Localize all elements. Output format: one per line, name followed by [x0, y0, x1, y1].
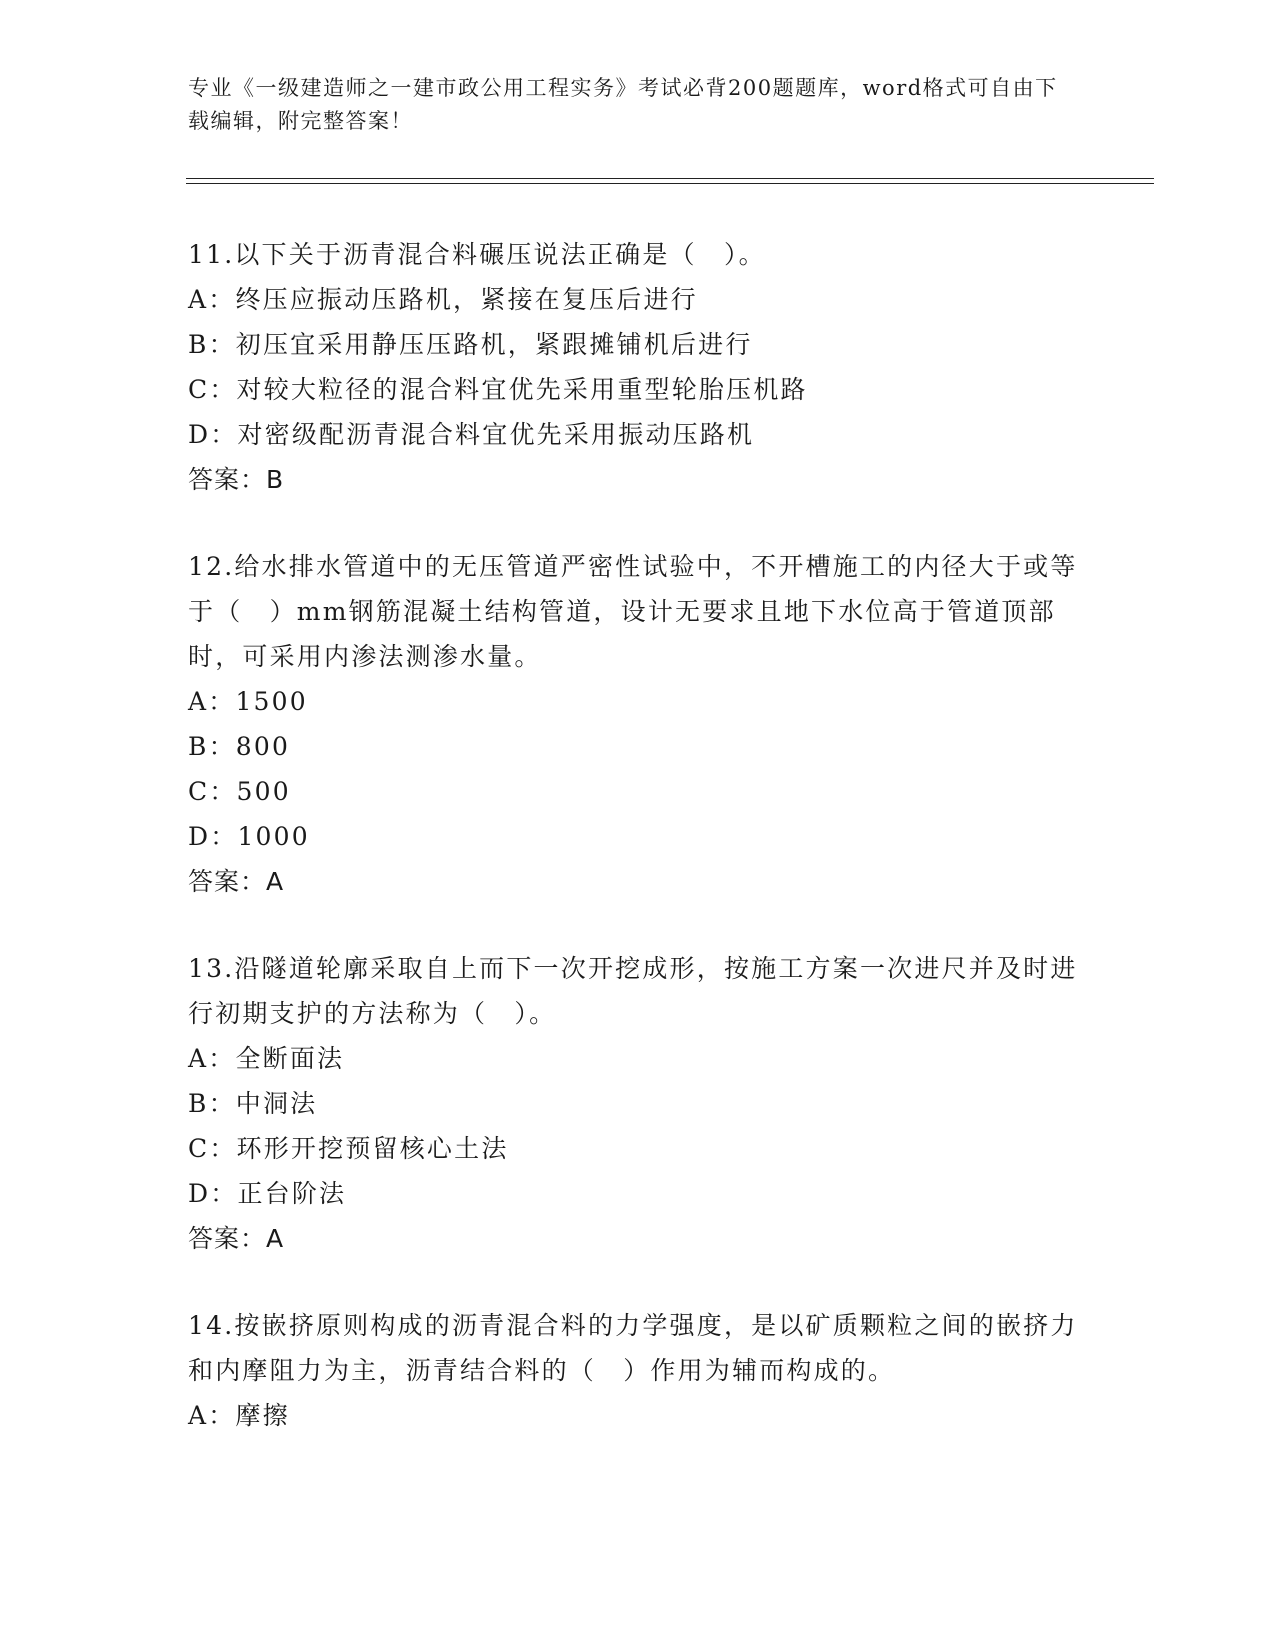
answer: 答案：B — [188, 465, 285, 494]
header-text: 专业《一级建造师之一建市政公用工程实务》考试必背200题题库，word格式可自由下载编辑，附完整答案！ — [188, 76, 1058, 133]
question-stem: 14.按嵌挤原则构成的沥青混合料的力学强度，是以矿质颗粒之间的嵌挤力和内摩阻力为主，沥青结合料的（ ）作用为辅而构成的。 — [188, 1311, 1078, 1385]
option-b: B：800 — [188, 732, 291, 761]
option-a: A：终压应振动压路机，紧接在复压后进行 — [188, 285, 698, 314]
question-stem: 13.沿隧道轮廓采取自上而下一次开挖成形，按施工方案一次进尺并及时进行初期支护的方法称为（ ）。 — [188, 954, 1078, 1028]
header-divider — [186, 178, 1154, 184]
option-a: A：全断面法 — [188, 1044, 345, 1073]
answer: 答案：A — [188, 1224, 285, 1253]
option-d: D：对密级配沥青混合料宜优先采用振动压路机 — [188, 420, 755, 449]
question-list — [188, 232, 1078, 1480]
option-a: A：摩擦 — [188, 1401, 290, 1430]
option-c: C：环形开挖预留核心土法 — [188, 1134, 509, 1163]
question-stem: 12.给水排水管道中的无压管道严密性试验中，不开槽施工的内径大于或等于（ ）mm钢筋混凝土结构管道，设计无要求且地下水位高于管道顶部时，可采用内渗法测渗水量。 — [188, 552, 1078, 671]
answer: 答案：A — [188, 867, 285, 896]
option-b: B：初压宜采用静压压路机，紧跟摊铺机后进行 — [188, 330, 753, 359]
option-d: D：正台阶法 — [188, 1179, 347, 1208]
question-13 — [188, 946, 1078, 1261]
option-d: D：1000 — [188, 822, 310, 851]
option-c: C：对较大粒径的混合料宜优先采用重型轮胎压机路 — [188, 375, 808, 404]
question-14 — [188, 1303, 1078, 1438]
question-12 — [188, 544, 1078, 904]
option-c: C：500 — [188, 777, 291, 806]
question-stem: 11.以下关于沥青混合料碾压说法正确是（ ）。 — [188, 240, 766, 269]
option-a: A：1500 — [188, 687, 308, 716]
option-b: B：中洞法 — [188, 1089, 318, 1118]
page-header — [188, 72, 1068, 138]
question-11 — [188, 232, 1078, 502]
